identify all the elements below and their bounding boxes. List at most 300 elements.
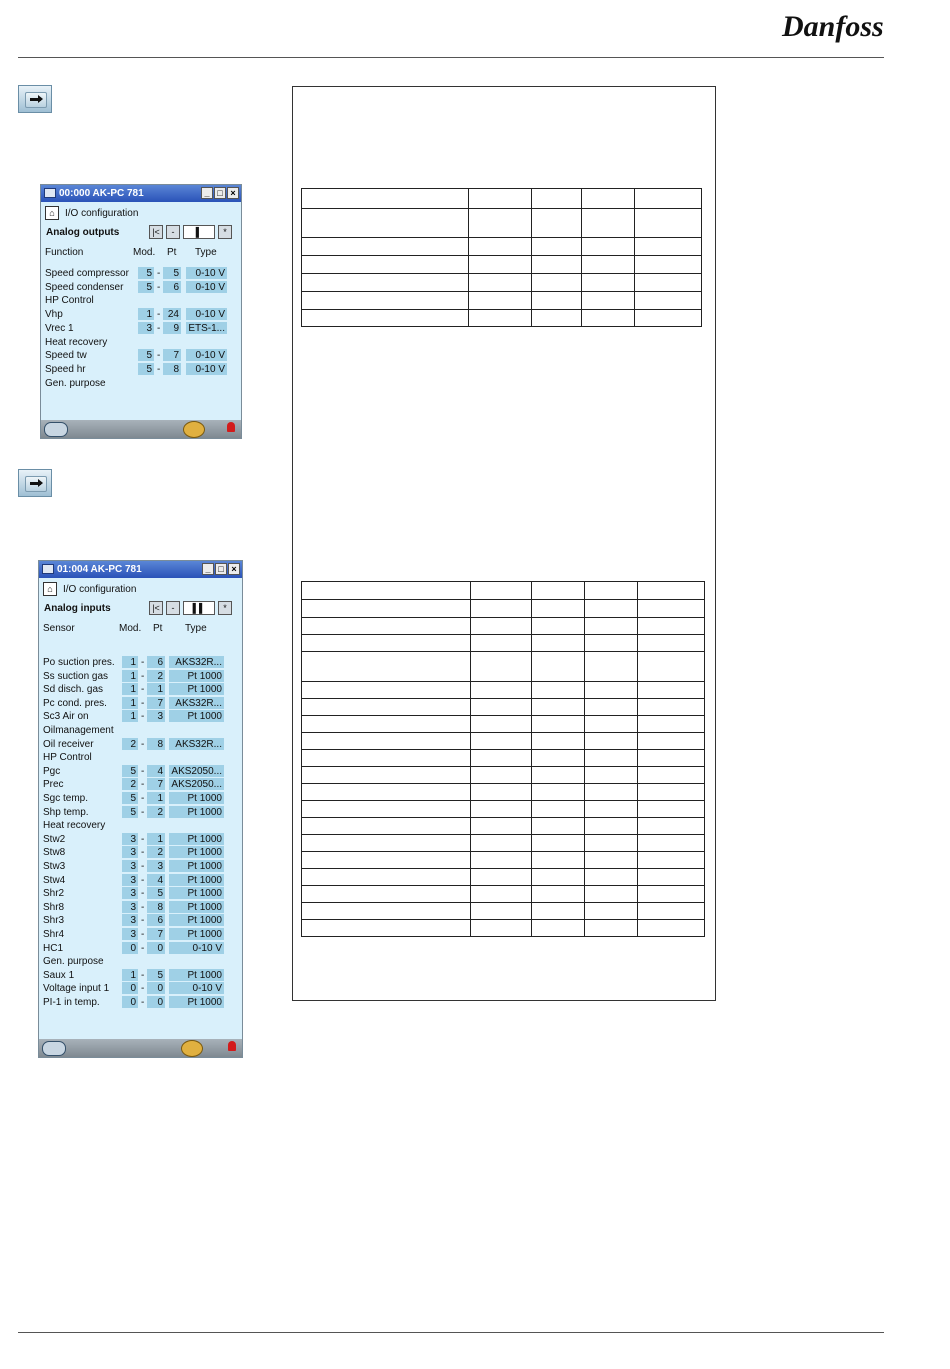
type-field[interactable]: Pt 1000: [169, 996, 224, 1008]
point-field[interactable]: 3: [147, 860, 165, 872]
type-field[interactable]: AKS2050...: [169, 765, 224, 777]
separator: -: [141, 901, 145, 913]
separator: -: [141, 670, 145, 682]
table-cell: [302, 801, 471, 818]
table-cell: [531, 784, 584, 801]
module-field[interactable]: 1: [122, 969, 138, 981]
module-field[interactable]: 1: [122, 683, 138, 695]
type-field[interactable]: 0-10 V: [186, 267, 227, 279]
row-label: Oil receiver: [43, 738, 94, 750]
separator: -: [141, 847, 145, 859]
prev-page-button[interactable]: -: [166, 225, 180, 239]
table-cell: [637, 716, 704, 733]
point-field[interactable]: 1: [147, 792, 165, 804]
module-field[interactable]: 5: [138, 349, 154, 361]
table-cell: [637, 835, 704, 852]
type-field[interactable]: 0-10 V: [169, 982, 224, 994]
table-cell: [634, 292, 701, 310]
io-row: [39, 846, 242, 859]
arrow-right-icon: [30, 98, 41, 101]
separator: -: [157, 281, 161, 293]
io-row: [39, 670, 242, 683]
table-cell: [531, 600, 584, 618]
analog-inputs-window: [38, 560, 243, 1058]
table-cell: [471, 903, 531, 920]
separator: -: [141, 833, 145, 845]
table-cell: [637, 682, 704, 699]
table-cell: [584, 582, 637, 600]
module-field[interactable]: 5: [122, 792, 138, 804]
table-cell: [581, 274, 634, 292]
table-cell: [531, 618, 584, 635]
point-field[interactable]: 0: [147, 942, 165, 954]
navigate-arrow-button-2[interactable]: [18, 469, 52, 497]
separator: -: [141, 997, 145, 1008]
table-cell: [637, 886, 704, 903]
table-cell: [471, 716, 531, 733]
point-field[interactable]: 6: [163, 281, 181, 293]
table-cell: [531, 869, 584, 886]
table-cell: [581, 256, 634, 274]
table-cell: [302, 920, 471, 937]
type-field[interactable]: Pt 1000: [169, 914, 224, 926]
table-cell: [302, 716, 471, 733]
type-field[interactable]: Pt 1000: [169, 670, 224, 682]
point-field[interactable]: 9: [163, 322, 181, 334]
type-field[interactable]: Pt 1000: [169, 792, 224, 804]
separator: -: [141, 793, 145, 804]
module-field[interactable]: 5: [138, 281, 154, 293]
page-indicator: ▌: [183, 225, 215, 239]
table-cell: [302, 256, 469, 274]
bottom-rule: [18, 1332, 884, 1333]
screen-header: [39, 581, 242, 598]
separator: -: [157, 309, 161, 321]
table-cell: [637, 784, 704, 801]
type-field[interactable]: ETS-1...: [186, 322, 227, 334]
separator: -: [141, 888, 145, 900]
table-cell: [302, 835, 471, 852]
type-field[interactable]: 0-10 V: [186, 308, 227, 320]
table-cell: [471, 699, 531, 716]
point-field[interactable]: 0: [147, 996, 165, 1008]
minimize-button[interactable]: _: [202, 563, 214, 575]
io-row: [41, 349, 241, 362]
point-field[interactable]: 24: [163, 308, 181, 320]
table-cell: [637, 652, 704, 682]
table-cell: [531, 256, 581, 274]
type-field[interactable]: Pt 1000: [169, 969, 224, 981]
table-cell: [302, 292, 469, 310]
type-field[interactable]: 0-10 V: [186, 281, 227, 293]
module-field[interactable]: 3: [122, 874, 138, 886]
table-cell: [634, 238, 701, 256]
type-field[interactable]: Pt 1000: [169, 683, 224, 695]
row-label: Stw2: [43, 833, 66, 845]
col-sensor: Sensor: [43, 623, 75, 634]
module-field[interactable]: 1: [122, 670, 138, 682]
home-icon[interactable]: ⌂: [45, 206, 59, 220]
home-icon[interactable]: ⌂: [43, 582, 57, 596]
point-field[interactable]: 6: [147, 914, 165, 926]
table-cell: [584, 600, 637, 618]
point-field[interactable]: 8: [147, 901, 165, 913]
close-button[interactable]: ×: [228, 563, 240, 575]
table-cell: [531, 716, 584, 733]
table-cell: [471, 750, 531, 767]
io-row: [39, 942, 242, 955]
module-field[interactable]: 1: [122, 710, 138, 722]
type-field[interactable]: Pt 1000: [169, 806, 224, 818]
point-field[interactable]: 5: [163, 267, 181, 279]
top-rule: [18, 57, 884, 58]
point-field[interactable]: 1: [147, 683, 165, 695]
blank-table-inputs: [301, 581, 705, 937]
io-row: [39, 969, 242, 982]
table-cell: [302, 652, 471, 682]
maximize-button[interactable]: □: [215, 563, 227, 575]
separator: -: [141, 806, 145, 818]
table-cell: [584, 750, 637, 767]
wrench-icon[interactable]: [183, 421, 205, 438]
type-field[interactable]: 0-10 V: [169, 942, 224, 954]
io-row: [39, 683, 242, 696]
separator: -: [141, 861, 145, 872]
screen-title: I/O configuration: [63, 584, 137, 595]
table-cell: [531, 733, 584, 750]
separator: -: [141, 874, 145, 886]
io-row: [39, 738, 242, 751]
separator: -: [141, 657, 145, 668]
page-controls: [149, 601, 232, 615]
maximize-button[interactable]: □: [214, 187, 226, 199]
type-field[interactable]: Pt 1000: [169, 833, 224, 845]
table-cell: [531, 920, 584, 937]
io-row: [39, 833, 242, 846]
row-label: HP Control: [45, 295, 94, 307]
minimize-button[interactable]: _: [201, 187, 213, 199]
table-cell: [531, 903, 584, 920]
io-row: [39, 724, 242, 737]
table-cell: [584, 801, 637, 818]
table-cell: [637, 699, 704, 716]
page-controls: [149, 225, 232, 239]
io-row: [41, 336, 241, 349]
point-field[interactable]: 2: [147, 806, 165, 818]
point-field[interactable]: 2: [147, 670, 165, 682]
table-cell: [531, 801, 584, 818]
type-field[interactable]: Pt 1000: [169, 901, 224, 913]
point-field[interactable]: 8: [147, 738, 165, 750]
module-field[interactable]: 5: [138, 363, 154, 375]
table-cell: [471, 818, 531, 835]
module-field[interactable]: 0: [122, 982, 138, 994]
table-cell: [302, 733, 471, 750]
first-page-button[interactable]: |<: [149, 601, 163, 615]
io-row: [39, 901, 242, 914]
type-field[interactable]: Pt 1000: [169, 874, 224, 886]
table-cell: [634, 274, 701, 292]
module-field[interactable]: 0: [122, 996, 138, 1008]
col-mod: Mod.: [119, 623, 142, 634]
table-cell: [584, 699, 637, 716]
type-field[interactable]: Pt 1000: [169, 860, 224, 872]
io-row: [39, 914, 242, 927]
table-cell: [581, 209, 634, 238]
point-field[interactable]: 2: [147, 846, 165, 858]
module-field[interactable]: 3: [122, 887, 138, 899]
table-cell: [302, 209, 469, 238]
separator: -: [141, 684, 145, 696]
point-field[interactable]: 7: [147, 697, 165, 709]
page-indicator: ▌▌: [183, 601, 215, 615]
type-field[interactable]: AKS32R...: [169, 738, 224, 750]
status-bar: [39, 1039, 242, 1057]
row-label: Gen. purpose: [43, 956, 104, 968]
table-cell: [584, 869, 637, 886]
separator: -: [141, 929, 145, 940]
point-field[interactable]: 1: [147, 833, 165, 845]
point-field[interactable]: 5: [147, 887, 165, 899]
io-row: [39, 792, 242, 805]
row-label: Heat recovery: [43, 820, 106, 832]
row-label: Prec: [43, 779, 64, 791]
table-cell: [584, 920, 637, 937]
io-row: [39, 751, 242, 764]
table-cell: [302, 852, 471, 869]
io-row: [39, 765, 242, 778]
window-title: 00:000 AK-PC 781: [59, 188, 144, 199]
table-cell: [531, 189, 581, 209]
row-label: Ss suction gas: [43, 670, 109, 682]
col-pt: Pt: [153, 623, 163, 634]
table-cell: [584, 784, 637, 801]
type-field[interactable]: Pt 1000: [169, 710, 224, 722]
table-cell: [471, 835, 531, 852]
table-cell: [531, 209, 581, 238]
module-field[interactable]: 2: [122, 778, 138, 790]
module-field[interactable]: 3: [122, 860, 138, 872]
table-cell: [302, 886, 471, 903]
separator: -: [141, 711, 145, 723]
table-cell: [584, 852, 637, 869]
alarm-bell-icon[interactable]: [228, 1041, 236, 1051]
table-cell: [531, 835, 584, 852]
table-cell: [471, 733, 531, 750]
table-cell: [302, 635, 471, 652]
row-label: Vhp: [45, 309, 63, 321]
table-cell: [471, 784, 531, 801]
table-cell: [302, 767, 471, 784]
col-type: Type: [195, 247, 217, 258]
table-cell: [584, 733, 637, 750]
type-field[interactable]: AKS32R...: [169, 656, 224, 668]
table-cell: [471, 618, 531, 635]
table-cell: [302, 699, 471, 716]
io-row: [41, 294, 241, 307]
point-field[interactable]: 7: [147, 928, 165, 940]
hand-icon[interactable]: [44, 422, 68, 437]
point-field[interactable]: 7: [163, 349, 181, 361]
type-field[interactable]: Pt 1000: [169, 928, 224, 940]
table-cell: [584, 835, 637, 852]
close-button[interactable]: ×: [227, 187, 239, 199]
table-cell: [584, 635, 637, 652]
module-field[interactable]: 3: [122, 833, 138, 845]
module-field[interactable]: 5: [138, 267, 154, 279]
separator: -: [157, 350, 161, 362]
table-cell: [637, 618, 704, 635]
row-label: Shr4: [43, 929, 65, 940]
app-icon: [42, 564, 54, 574]
table-cell: [471, 869, 531, 886]
table-cell: [531, 292, 581, 310]
row-label: Shr8: [43, 901, 65, 913]
table-cell: [637, 733, 704, 750]
module-field[interactable]: 5: [122, 806, 138, 818]
next-page-button[interactable]: *: [218, 601, 232, 615]
window-titlebar: [39, 561, 242, 578]
module-field[interactable]: 3: [138, 322, 154, 334]
table-cell: [302, 582, 471, 600]
io-row: [39, 819, 242, 832]
point-field[interactable]: 4: [147, 874, 165, 886]
wrench-icon[interactable]: [181, 1040, 203, 1057]
prev-page-button[interactable]: -: [166, 601, 180, 615]
module-field[interactable]: 0: [122, 942, 138, 954]
table-cell: [302, 600, 471, 618]
row-label: Speed condenser: [45, 281, 124, 293]
screen-header: [41, 205, 241, 222]
io-row: [39, 710, 242, 723]
point-field[interactable]: 8: [163, 363, 181, 375]
row-label: PI-1 in temp.: [43, 997, 100, 1008]
row-label: HP Control: [43, 752, 92, 764]
table-cell: [581, 292, 634, 310]
type-field[interactable]: AKS2050...: [169, 778, 224, 790]
point-field[interactable]: 5: [147, 969, 165, 981]
table-cell: [469, 274, 531, 292]
table-cell: [637, 582, 704, 600]
io-row: [39, 656, 242, 669]
io-row: [39, 806, 242, 819]
table-cell: [531, 886, 584, 903]
table-cell: [531, 682, 584, 699]
table-cell: [634, 189, 701, 209]
table-cell: [471, 920, 531, 937]
row-label: Stw4: [43, 874, 66, 886]
col-pt: Pt: [167, 247, 177, 258]
danfoss-logo: [780, 6, 884, 51]
module-field[interactable]: 3: [122, 901, 138, 913]
table-cell: [581, 238, 634, 256]
module-field[interactable]: 5: [122, 765, 138, 777]
type-field[interactable]: 0-10 V: [186, 363, 227, 375]
point-field[interactable]: 0: [147, 982, 165, 994]
io-row: [41, 308, 241, 321]
app-icon: [44, 188, 56, 198]
table-cell: [471, 767, 531, 784]
table-cell: [302, 618, 471, 635]
table-cell: [469, 209, 531, 238]
point-field[interactable]: 7: [147, 778, 165, 790]
type-field[interactable]: Pt 1000: [169, 846, 224, 858]
window-titlebar: [41, 185, 241, 202]
table-cell: [584, 886, 637, 903]
row-label: Speed hr: [45, 363, 86, 375]
module-field[interactable]: 2: [122, 738, 138, 750]
section-title: Analog inputs: [44, 603, 111, 614]
table-cell: [302, 310, 469, 327]
row-label: Shr2: [43, 888, 65, 900]
point-field[interactable]: 6: [147, 656, 165, 668]
table-cell: [584, 682, 637, 699]
next-page-button[interactable]: *: [218, 225, 232, 239]
type-field[interactable]: AKS32R...: [169, 697, 224, 709]
io-row: [39, 955, 242, 968]
point-field[interactable]: 3: [147, 710, 165, 722]
alarm-bell-icon[interactable]: [227, 422, 235, 432]
section-title: Analog outputs: [46, 227, 120, 238]
module-field[interactable]: 3: [122, 846, 138, 858]
type-field[interactable]: 0-10 V: [186, 349, 227, 361]
table-cell: [471, 600, 531, 618]
table-cell: [531, 750, 584, 767]
table-cell: [471, 852, 531, 869]
table-cell: [637, 903, 704, 920]
module-field[interactable]: 1: [122, 697, 138, 709]
table-cell: [531, 852, 584, 869]
hand-icon[interactable]: [42, 1041, 66, 1056]
point-field[interactable]: 4: [147, 765, 165, 777]
module-field[interactable]: 1: [122, 656, 138, 668]
navigate-arrow-button-1[interactable]: [18, 85, 52, 113]
module-field[interactable]: 1: [138, 308, 154, 320]
table-cell: [581, 310, 634, 327]
table-cell: [531, 582, 584, 600]
separator: -: [157, 268, 161, 279]
table-cell: [471, 582, 531, 600]
row-label: Sgc temp.: [43, 793, 89, 804]
table-cell: [531, 699, 584, 716]
table-cell: [302, 869, 471, 886]
table-cell: [302, 784, 471, 801]
row-label: Saux 1: [43, 969, 75, 981]
table-cell: [302, 682, 471, 699]
io-row: [41, 363, 241, 376]
io-row: [41, 377, 241, 390]
table-cell: [634, 310, 701, 327]
table-cell: [637, 869, 704, 886]
row-label: Voltage input 1: [43, 983, 110, 995]
separator: -: [141, 942, 145, 954]
module-field[interactable]: 3: [122, 928, 138, 940]
separator: -: [141, 915, 145, 927]
table-cell: [302, 903, 471, 920]
type-field[interactable]: Pt 1000: [169, 887, 224, 899]
table-cell: [471, 801, 531, 818]
io-row: [39, 887, 242, 900]
first-page-button[interactable]: |<: [149, 225, 163, 239]
separator: -: [141, 738, 145, 750]
table-cell: [637, 920, 704, 937]
row-label: Heat recovery: [45, 336, 108, 348]
table-cell: [471, 682, 531, 699]
table-cell: [469, 238, 531, 256]
module-field[interactable]: 3: [122, 914, 138, 926]
table-cell: [584, 767, 637, 784]
row-label: Stw8: [43, 847, 66, 859]
